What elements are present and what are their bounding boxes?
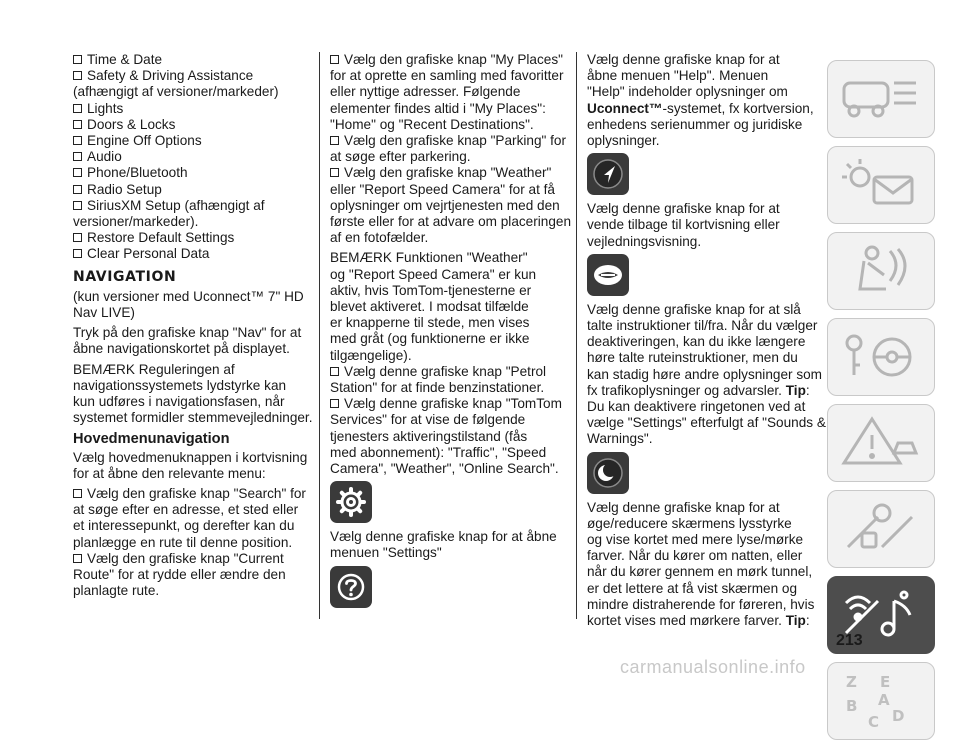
checkbox-bullet-icon <box>330 367 339 376</box>
tip-label: Tip <box>785 613 806 629</box>
text-line: Nav LIVE) <box>73 305 135 321</box>
text-line: øge/reducere skærmens lysstyrke <box>587 515 792 531</box>
maintenance-tab[interactable] <box>827 490 935 568</box>
column-1 <box>73 52 311 600</box>
text-line: åbne navigationskortet på displayet. <box>73 341 290 357</box>
text-line: elementer findes altid i "My Places": <box>330 100 546 116</box>
text-line: når du kører gennem en mørk tunnel, <box>587 564 813 580</box>
settings-list-item: Phone/Bluetooth <box>73 165 311 181</box>
text-line: vejledningsvisning. <box>587 233 702 249</box>
svg-text:A: A <box>878 691 890 709</box>
text-line: versioner/markeder). <box>73 214 199 230</box>
text-line: systemet formidler stemmevejledninger. <box>73 410 313 426</box>
column-divider <box>576 52 577 619</box>
text-line: navigationssystemets lydstyrke kan <box>73 377 287 393</box>
bullet-item: Vælg den grafiske knap "My Places" <box>330 52 566 68</box>
svg-text:C: C <box>868 713 880 731</box>
text-line: for at åbne den relevante menu: <box>73 465 266 481</box>
settings-list-item: Safety & Driving Assistance <box>73 68 311 84</box>
text-line: Route" for at rydde eller ændre den <box>73 567 286 583</box>
checkbox-bullet-icon <box>330 55 339 64</box>
text-line: Vælg hovedmenuknappen i kortvisning <box>73 449 308 465</box>
text-line: planlagte rute. <box>73 583 160 599</box>
emergency-tab[interactable] <box>827 404 935 482</box>
section-heading: NAVIGATION <box>73 268 177 285</box>
text-line: deaktiveringen, kan du ikke længere <box>587 334 806 350</box>
bullet-item: Vælg den grafiske knap "Parking" for <box>330 133 566 149</box>
bullet-item: Vælg den grafiske knap "Search" for <box>73 486 311 502</box>
settings-list-item: SiriusXM Setup (afhængigt af <box>73 198 311 214</box>
text-line: Camera", "Weather", "Online Search". <box>330 461 559 477</box>
text-line: talte instruktioner til/fra. Når du vælger <box>587 318 818 334</box>
tip-label: Tip <box>785 382 806 398</box>
watermark: carmanualsonline.info <box>620 657 806 677</box>
text-line: mindre distraherende for føreren, hvis <box>587 596 815 612</box>
starting-driving-tab[interactable] <box>827 318 935 396</box>
settings-list-item: Doors & Locks <box>73 117 311 133</box>
text-line: Vælg denne grafiske knap for at åbne <box>330 529 557 545</box>
settings-list-item: Engine Off Options <box>73 133 311 149</box>
text-line: Warnings". <box>587 431 653 447</box>
text-line: eller "Report Speed Camera" for at få <box>330 181 555 197</box>
text-line: kortet vises med mørkere farver. Tip: <box>587 613 810 629</box>
text-line: er det lettere at få vist skærmen og <box>587 580 798 596</box>
text-line: af en fotofælder. <box>330 230 429 246</box>
text-line: åbne menuen "Help". Menuen <box>587 68 769 84</box>
text-line: kan stadig høre andre oplysninger som <box>587 366 822 382</box>
checkbox-bullet-icon <box>330 136 339 145</box>
warning-lights-tab[interactable] <box>827 146 935 224</box>
text-line: Vælg denne grafiske knap for at <box>587 499 780 515</box>
checkbox-bullet-icon <box>73 489 82 498</box>
car-dashboard-tab[interactable] <box>827 60 935 138</box>
column-2 <box>330 52 572 614</box>
settings-list-item: Restore Default Settings <box>73 230 311 246</box>
brand-name: Uconnect™ <box>587 100 663 116</box>
checkbox-bullet-icon <box>73 120 82 129</box>
checkbox-bullet-icon <box>330 168 339 177</box>
text-line: et interessepunkt, og derefter kan du <box>73 518 295 534</box>
text-line: Uconnect™-systemet, fx kortversion, <box>587 100 814 116</box>
text-line: med abonnement): "Traffic", "Speed <box>330 444 547 460</box>
svg-text:D: D <box>892 707 905 725</box>
page-number: 213 <box>836 632 863 649</box>
text-line: Services" for at vise de følgende <box>330 412 526 428</box>
speaker-mute-icon <box>587 254 629 296</box>
bullet-item: Vælg denne grafiske knap "TomTom <box>330 396 566 412</box>
settings-list-item: Time & Date <box>73 52 311 68</box>
checkbox-bullet-icon <box>73 554 82 563</box>
text-line: eller nyttige adresser. Følgende <box>330 84 521 100</box>
text-line: "Help" indeholder oplysninger om <box>587 84 788 100</box>
subsection-heading: Hovedmenunavigation <box>73 431 230 448</box>
settings-gear-icon <box>330 481 372 523</box>
text-line: BEMÆRK Reguleringen af <box>73 361 235 377</box>
bullet-item: Vælg den grafiske knap "Weather" <box>330 165 566 181</box>
compass-arrow-icon <box>587 153 629 195</box>
text-line: for at oprette en samling med favoritter <box>330 68 564 84</box>
index-tab[interactable] <box>827 662 935 740</box>
svg-text:E: E <box>880 673 891 691</box>
checkbox-bullet-icon <box>73 185 82 194</box>
checkbox-bullet-icon <box>73 233 82 242</box>
checkbox-bullet-icon <box>73 104 82 113</box>
column-divider <box>319 52 320 619</box>
text-line: Vælg denne grafiske knap for at slå <box>587 301 801 317</box>
text-line: Station" for at finde benzinstationer. <box>330 380 545 396</box>
checkbox-bullet-icon <box>73 71 82 80</box>
text-line: Du kan deaktivere ringetonen ved at <box>587 399 806 415</box>
text-line: og vise kortet med mere lyse/mørke <box>587 532 804 548</box>
settings-list-item: Lights <box>73 101 311 117</box>
text-line: at søge efter en adresse, et sted eller <box>73 502 299 518</box>
text-line: høre talte ruteinstruktioner, men du <box>587 350 798 366</box>
text-line: enhedens serienummer og juridiske <box>587 116 803 132</box>
text-line: blevet aktiveret. I modsat tilfælde <box>330 299 529 315</box>
moon-night-icon <box>587 452 629 494</box>
checkbox-bullet-icon <box>73 152 82 161</box>
text-line: oplysninger. <box>587 133 660 149</box>
settings-list-item: Clear Personal Data <box>73 246 311 262</box>
help-question-icon <box>330 566 372 608</box>
text-line: oplysninger om vejrtjenesten med den <box>330 197 560 213</box>
text-line: kun udføres i navigationsfasen, når <box>73 394 285 410</box>
text-line: med gråt (og funktionerne er ikke <box>330 331 530 347</box>
checkbox-bullet-icon <box>73 168 82 177</box>
checkbox-bullet-icon <box>73 55 82 64</box>
safety-seat-tab[interactable] <box>827 232 935 310</box>
text-line: fx trafikoplysninger og advarsler. Tip: <box>587 382 810 398</box>
bullet-item: Vælg den grafiske knap "Current <box>73 551 311 567</box>
text-line: Vælg denne grafiske knap for at <box>587 201 780 217</box>
text-line: tjenesters aktiveringstilstand (fås <box>330 428 528 444</box>
text-line: (afhængigt af versioner/markeder) <box>73 84 279 100</box>
text-line: menuen "Settings" <box>330 545 442 561</box>
svg-text:B: B <box>846 697 858 715</box>
text-line: BEMÆRK Funktionen "Weather" <box>330 250 528 266</box>
text-line: og "Report Speed Camera" er kun <box>330 266 537 282</box>
text-line: vende tilbage til kortvisning eller <box>587 217 780 233</box>
text-line: farver. Når du kører om natten, eller <box>587 548 803 564</box>
text-line: aktiv, hvis TomTom-tjenesterne er <box>330 282 532 298</box>
text-line: "Home" og "Recent Destinations". <box>330 116 534 132</box>
checkbox-bullet-icon <box>330 399 339 408</box>
text-line: tilgængelige). <box>330 347 412 363</box>
settings-list-item: Radio Setup <box>73 182 311 198</box>
checkbox-bullet-icon <box>73 249 82 258</box>
settings-list-item: Audio <box>73 149 311 165</box>
text-line: er knapperne til stede, men vises <box>330 315 530 331</box>
text-line: første eller for at advare om placeringen <box>330 214 572 230</box>
svg-text:Z: Z <box>846 673 857 691</box>
text-line: Tryk på den grafiske knap "Nav" for at <box>73 325 302 341</box>
text-line: vælge "Settings" efterfulgt af "Sounds & <box>587 415 826 431</box>
bullet-item: Vælg denne grafiske knap "Petrol <box>330 364 566 380</box>
checkbox-bullet-icon <box>73 201 82 210</box>
text-line: (kun versioner med Uconnect™ 7" HD <box>73 288 304 304</box>
text-line: at søge efter parkering. <box>330 149 471 165</box>
column-3 <box>587 52 825 629</box>
checkbox-bullet-icon <box>73 136 82 145</box>
text-line: Vælg denne grafiske knap for at <box>587 52 780 67</box>
text-line: planlægge en rute til denne position. <box>73 534 293 550</box>
